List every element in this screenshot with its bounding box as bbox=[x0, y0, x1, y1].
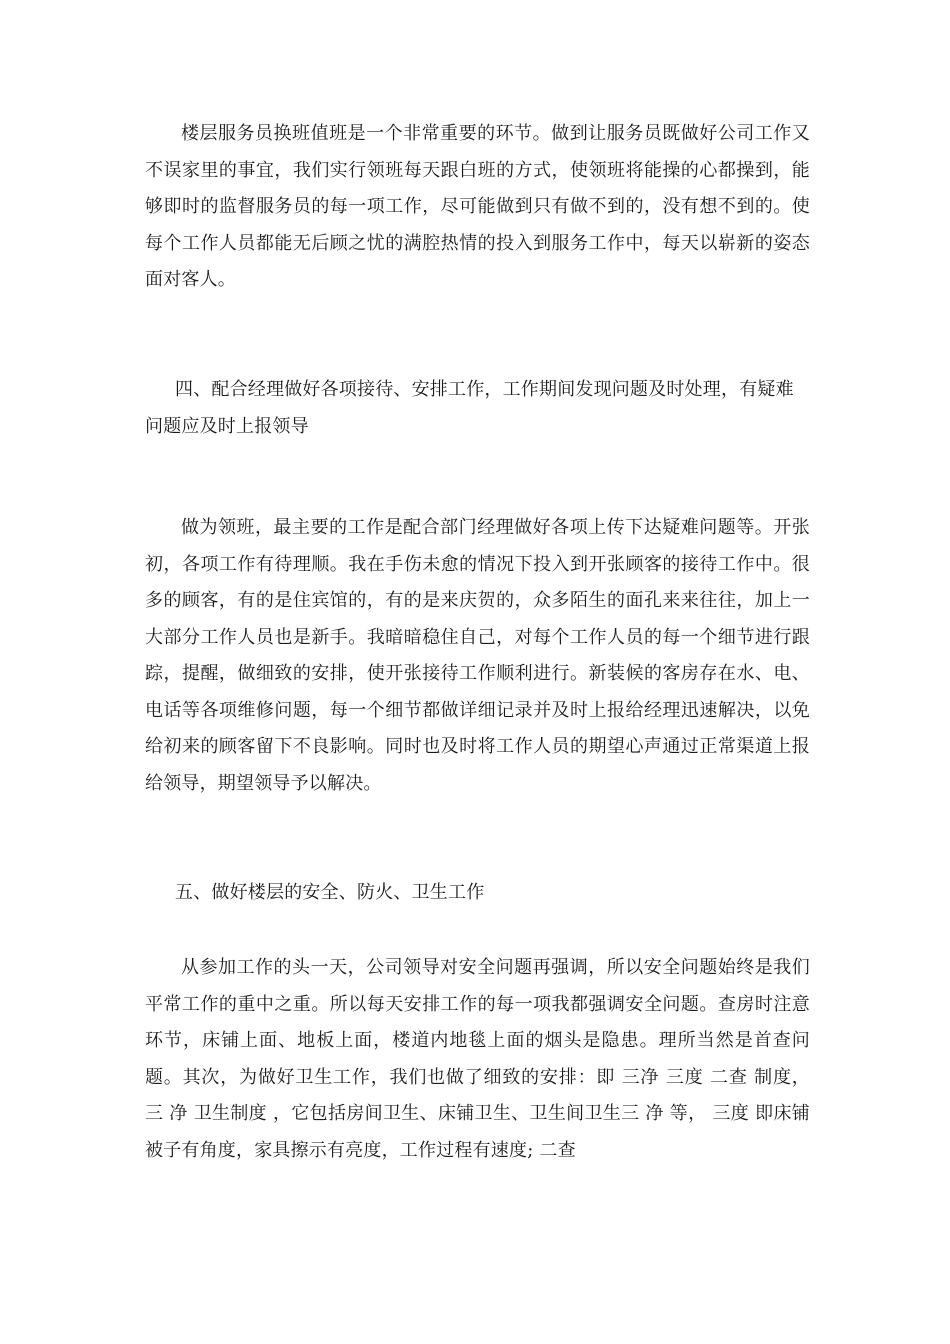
section-heading-five: 五、做好楼层的安全、防火、卫生工作 bbox=[175, 882, 485, 903]
paragraph-safety-hygiene: 从参加工作的头一天，公司领导对安全问题再强调，所以安全问题始终是我们平常工作的重中之重。所以每天安排工作的每一项我都强调安全问题。查房时注意环节，床铺上面、地板上面，楼道内地毯上面的烟头是隐患。理所当然是首查问题。其次，为做好卫生工作，我们也做了细致的安排：即 三净 三度 二查 制度， 三 净 卫生制度 ，它包括房间卫生、床铺卫生、卫生间卫生三 净 等， 三度 即床铺被子有角度，家具擦示有亮度，工作过程有速度; 二查 bbox=[145, 957, 810, 1161]
paragraph-supervisor-duties: 做为领班，最主要的工作是配合部门经理做好各项上传下达疑难问题等。开张初，各项工作有待理顺。我在手伤未愈的情况下投入到开张顾客的接待工作中。很多的顾客，有的是住宾馆的，有的是来庆贺的，众多陌生的面孔来来往往，加上一大部分工作人员也是新手。我暗暗稳住自己，对每个工作人员的每一个细节进行跟踪，提醒，做细致的安排，使开张接待工作顺利进行。新装候的客房存在水、电、电话等各项维修问题，每一个细节都做详细记录并及时上报给经理迅速解决，以免给初来的顾客留下不良影响。同时也及时将工作人员的期望心声通过正常渠道上报给领导，期望领导予以解决。 bbox=[145, 517, 810, 794]
section-heading-four: 四、配合经理做好各项接待、安排工作，工作期间发现问题及时处理，有疑难问题应及时上报领导 bbox=[145, 379, 794, 437]
paragraph-shift-duty: 楼层服务员换班值班是一个非常重要的环节。做到让服务员既做好公司工作又不误家里的事宜，我们实行领班每天跟白班的方式，使领班将能操的心都操到，能够即时的监督服务员的每一项工作，尽可能做到只有做不到的，没有想不到的。使每个工作人员都能无后顾之忧的满腔热情的投入到服务工作中，每天以崭新的姿态面对客人。 bbox=[145, 123, 810, 290]
